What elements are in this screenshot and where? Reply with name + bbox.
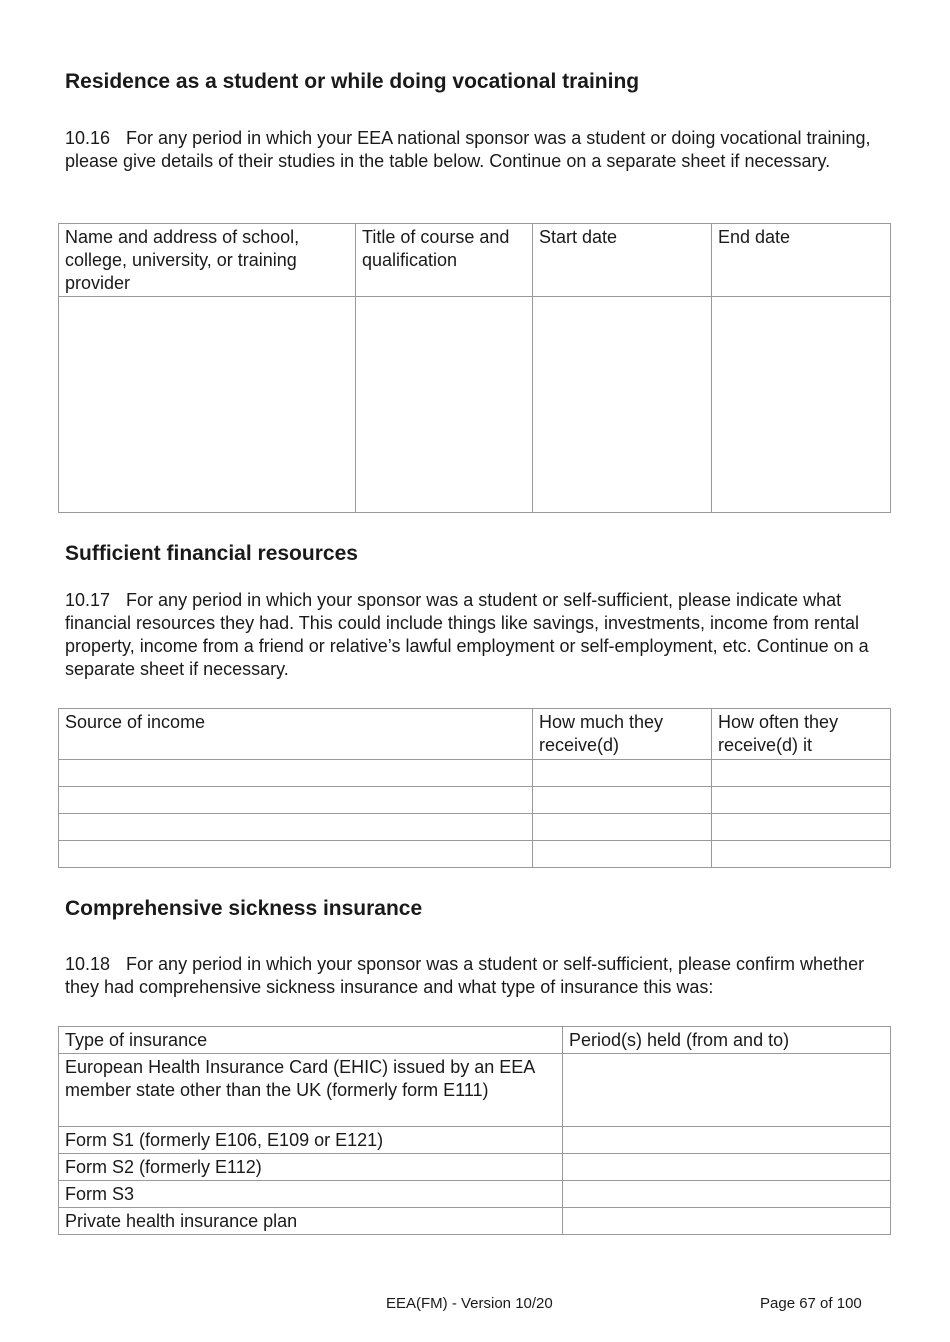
period-held-input-cell[interactable] [563,1208,891,1235]
table-row [59,814,891,841]
table-header-row [59,224,891,297]
section-heading-student: Residence as a student or while doing vocational training [65,70,640,93]
question-10-16 [65,127,875,173]
section-heading-insurance: Comprehensive sickness insurance [65,897,423,920]
frequency-input-cell[interactable] [712,814,891,841]
table-row [59,1154,891,1181]
header-amount: How much they receive(d) [533,709,712,760]
table-row [59,1127,891,1154]
header-period-held: Period(s) held (from and to) [563,1027,891,1054]
school-input-cell[interactable] [59,297,356,513]
insurance-type-s1: Form S1 (formerly E106, E109 or E121) [59,1127,563,1154]
income-table [58,708,891,868]
period-held-input-cell[interactable] [563,1127,891,1154]
section-heading-financial: Sufficient financial resources [65,542,358,565]
amount-input-cell[interactable] [533,841,712,868]
period-held-input-cell[interactable] [563,1154,891,1181]
table-row [59,1208,891,1235]
table-header-row [59,1027,891,1054]
frequency-input-cell[interactable] [712,787,891,814]
insurance-type-private: Private health insurance plan [59,1208,563,1235]
table-row [59,1181,891,1208]
header-source: Source of income [59,709,533,760]
source-input-cell[interactable] [59,787,533,814]
insurance-type-s3: Form S3 [59,1181,563,1208]
amount-input-cell[interactable] [533,814,712,841]
table-row [59,1054,891,1127]
question-text: For any period in which your sponsor was a student or self-sufficient, please confirm whether they had comprehensive sickness insurance and what type of insurance this was: [65,954,865,997]
period-held-input-cell[interactable] [563,1054,891,1127]
question-number: 10.17 [65,590,111,610]
course-input-cell[interactable] [356,297,533,513]
question-number: 10.18 [65,954,111,974]
frequency-input-cell[interactable] [712,841,891,868]
period-held-input-cell[interactable] [563,1181,891,1208]
source-input-cell[interactable] [59,841,533,868]
source-input-cell[interactable] [59,760,533,787]
start-date-input-cell[interactable] [533,297,712,513]
header-school: Name and address of school, college, university, or training provider [59,224,356,297]
footer-page-number: Page 67 of 100 [760,1295,862,1312]
question-number: 10.16 [65,128,111,148]
table-row [59,787,891,814]
table-header-row [59,709,891,760]
header-start-date: Start date [533,224,712,297]
amount-input-cell[interactable] [533,760,712,787]
header-end-date: End date [712,224,891,297]
header-course: Title of course and qualification [356,224,533,297]
insurance-type-ehic: European Health Insurance Card (EHIC) issued by an EEA member state other than the UK (formerly form E111) [59,1054,563,1127]
table-row [59,841,891,868]
amount-input-cell[interactable] [533,787,712,814]
table-row [59,297,891,513]
source-input-cell[interactable] [59,814,533,841]
question-text: For any period in which your EEA national sponsor was a student or doing vocational training, please give details of their studies in the table below. Continue on a separate sheet if necessary. [65,128,871,171]
insurance-type-s2: Form S2 (formerly E112) [59,1154,563,1181]
end-date-input-cell[interactable] [712,297,891,513]
studies-table [58,223,891,513]
insurance-table [58,1026,891,1235]
footer-version: EEA(FM) - Version 10/20 [386,1295,553,1312]
question-text: For any period in which your sponsor was a student or self-sufficient, please indicate what financial resources they had. This could include things like savings, investments, income from rental property, income from a friend or relative’s lawful employment or self-employment, etc. Continue on a separate sheet if necessary. [65,590,869,679]
header-frequency: How often they receive(d) it [712,709,891,760]
header-insurance-type: Type of insurance [59,1027,563,1054]
table-row [59,760,891,787]
frequency-input-cell[interactable] [712,760,891,787]
question-10-17 [65,589,875,681]
question-10-18 [65,953,875,999]
